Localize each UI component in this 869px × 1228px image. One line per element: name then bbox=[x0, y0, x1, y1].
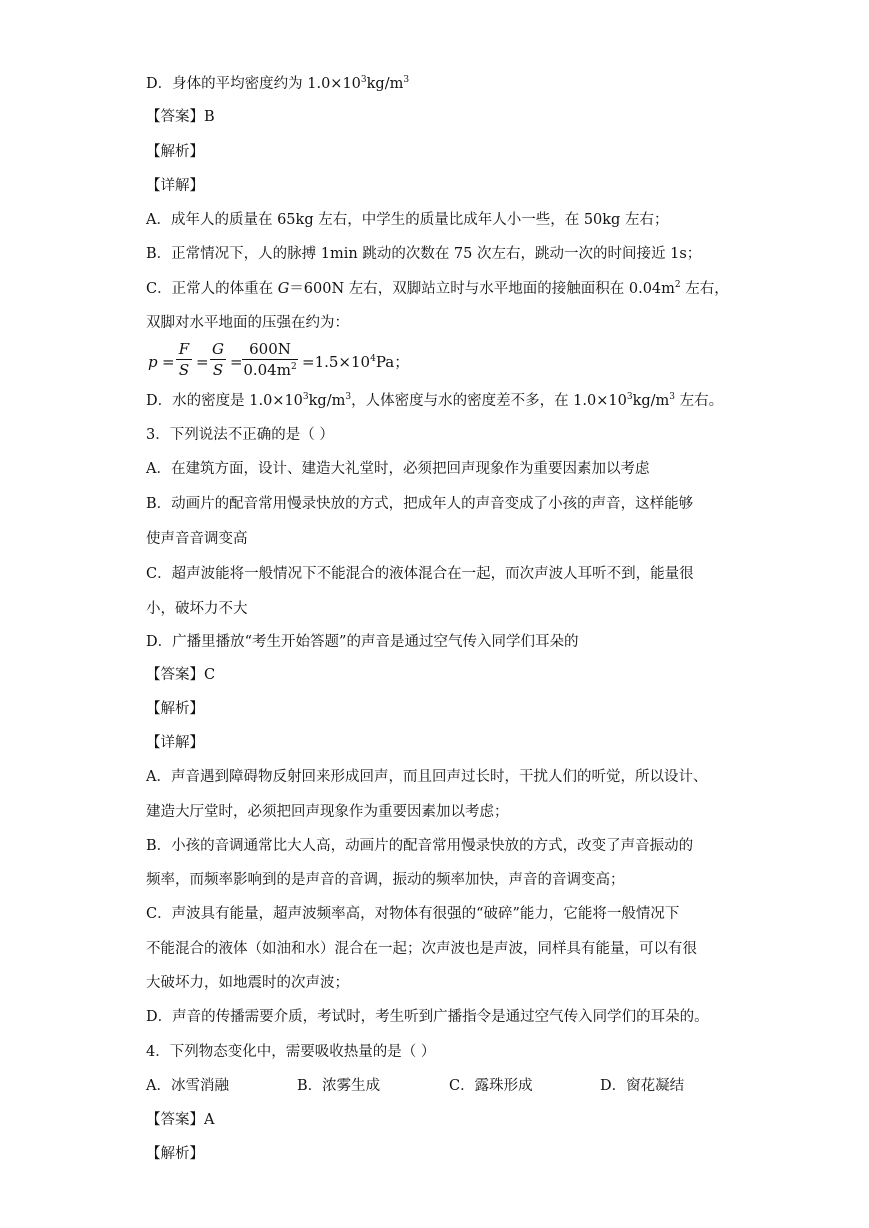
q3-option-d: D．广播里播放“考生开始答题”的声音是通过空气传入同学们耳朵的 bbox=[146, 634, 579, 650]
q3-option-c: C．超声波能将一般情况下不能混合的液体混合在一起，而次声波人耳听不到，能量很 bbox=[146, 566, 694, 582]
text: C．正常人的体重在 bbox=[146, 281, 278, 297]
superscript: 4 bbox=[370, 354, 376, 364]
q3-explanation-c: C．声波具有能量，超声波频率高，对物体有很强的“破碎”能力，它能将一般情况下 bbox=[146, 906, 680, 922]
analysis-label: 【解析】 bbox=[146, 1146, 204, 1162]
text: kg/m bbox=[632, 393, 670, 409]
analysis-label: 【解析】 bbox=[146, 144, 204, 160]
denominator: S bbox=[178, 361, 190, 379]
text: 左右。 bbox=[675, 393, 724, 409]
detail-label: 【详解】 bbox=[146, 735, 204, 751]
explanation-a: A．成年人的质量在 65kg 左右，中学生的质量比成年人小一些，在 50kg 左右； bbox=[146, 212, 669, 228]
superscript: 3 bbox=[360, 75, 367, 85]
equals-sign: = bbox=[162, 353, 175, 371]
q3-explanation-a: A．声音遇到障碍物反射回来形成回声，而且回声过长时，干扰人们的听觉，所以设计、 bbox=[146, 769, 708, 785]
superscript: 3 bbox=[669, 392, 676, 402]
option-d-line bbox=[146, 74, 409, 94]
equals-sign: = bbox=[196, 353, 209, 371]
q4-option-d: D．窗花凝结 bbox=[600, 1078, 685, 1094]
superscript: 3 bbox=[345, 392, 352, 402]
superscript: 3 bbox=[302, 392, 309, 402]
variable-g: G bbox=[277, 281, 290, 297]
question-4: 4．下列物态变化中，需要吸收热量的是（ ） bbox=[146, 1044, 436, 1060]
text: D．水的密度是 1.0×10 bbox=[146, 393, 303, 409]
superscript: 2 bbox=[674, 280, 681, 290]
explanation-c-cont: 双脚对水平地面的压强在约为： bbox=[146, 315, 349, 331]
q3-explanation-d: D．声音的传播需要介质，考试时，考生听到广播指令是通过空气传入同学们的耳朵的。 bbox=[146, 1009, 709, 1025]
text: D．身体的平均密度约为 1.0×10 bbox=[146, 76, 361, 92]
q3-option-b: B．动画片的配音常用慢录快放的方式，把成年人的声音变成了小孩的声音，这样能够 bbox=[146, 496, 694, 512]
q3-explanation-c-cont2: 大破坏力，如地震时的次声波； bbox=[146, 975, 349, 991]
q3-option-c-cont: 小，破坏力不大 bbox=[146, 601, 248, 617]
fraction-f-over-s bbox=[176, 340, 192, 380]
answer-label: 【答案】C bbox=[146, 667, 216, 683]
unit: Pa bbox=[375, 353, 395, 371]
text: 左右， bbox=[680, 281, 729, 297]
text: ； bbox=[394, 353, 410, 371]
q3-explanation-b: B．小孩的音调通常比大人高，动画片的配音常用慢录快放的方式，改变了声音振动的 bbox=[146, 838, 694, 854]
explanation-b: B．正常情况下，人的脉搏 1min 跳动的次数在 75 次左右，跳动一次的时间接近 1s； bbox=[146, 246, 702, 262]
q4-option-a: A．冰雪消融 bbox=[146, 1078, 229, 1094]
q3-option-a: A．在建筑方面，设计、建造大礼堂时，必须把回声现象作为重要因素加以考虑 bbox=[146, 461, 650, 477]
text: ，人体密度与水的密度差不多，在 1.0×10 bbox=[351, 393, 627, 409]
result bbox=[302, 352, 409, 372]
q4-option-b: B．浓雾生成 bbox=[297, 1078, 381, 1094]
explanation-c bbox=[146, 279, 729, 299]
q3-explanation-b-cont: 频率，而频率影响到的是声音的音调，振动的频率加快，声音的音调变高； bbox=[146, 872, 625, 888]
answer-label: 【答案】A bbox=[146, 1112, 215, 1128]
q3-explanation-a-cont: 建造大厅堂时，必须把回声现象作为重要因素加以考虑； bbox=[146, 804, 509, 820]
superscript: 2 bbox=[290, 362, 297, 372]
fraction-600n-over-area bbox=[242, 340, 298, 380]
q4-option-c: C．露珠形成 bbox=[449, 1078, 533, 1094]
text: ＝600N 左右，双脚站立时与水平地面的接触面积在 0.04m bbox=[289, 281, 675, 297]
numerator: G bbox=[210, 340, 226, 360]
text: kg/m bbox=[308, 393, 346, 409]
superscript: 3 bbox=[403, 75, 410, 85]
text: kg/m bbox=[366, 76, 404, 92]
q3-explanation-c-cont: 不能混合的液体（如油和水）混合在一起；次声波也是声波，同样具有能量，可以有很 bbox=[146, 941, 697, 957]
text: =1.5×10 bbox=[302, 353, 371, 371]
question-3: 3．下列说法不正确的是（ ） bbox=[146, 427, 334, 443]
answer-label: 【答案】B bbox=[146, 109, 215, 125]
q3-option-b-cont: 使声音音调变高 bbox=[146, 531, 248, 547]
denominator bbox=[242, 360, 298, 380]
variable-p: p bbox=[148, 353, 158, 371]
fraction-g-over-s bbox=[210, 340, 226, 380]
explanation-d bbox=[146, 391, 723, 411]
equals-sign: = bbox=[230, 353, 243, 371]
superscript: 3 bbox=[626, 392, 633, 402]
numerator: 600N bbox=[242, 340, 298, 360]
text: 0.04m bbox=[243, 361, 291, 379]
denominator: S bbox=[212, 361, 224, 379]
analysis-label: 【解析】 bbox=[146, 701, 204, 717]
numerator: F bbox=[176, 340, 192, 360]
detail-label: 【详解】 bbox=[146, 178, 204, 194]
